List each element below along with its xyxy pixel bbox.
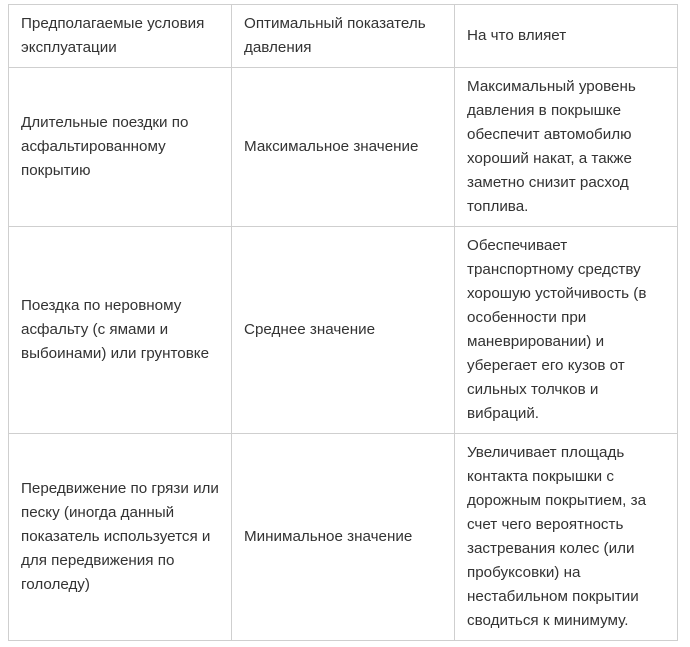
cell-conditions: Поездка по неровному асфальту (с ямами и выбоинами) или грунтовке (9, 227, 232, 434)
cell-effect: Обеспечивает транспортному средству хорошую устойчивость (в особенности при маневрировании) и уберегает его кузов от сильных толчков и вибраций. (455, 227, 678, 434)
header-operating-conditions: Предполагаемые условия эксплуатации (9, 5, 232, 68)
cell-pressure: Среднее значение (232, 227, 455, 434)
table-row (9, 68, 678, 227)
header-effect: На что влияет (455, 5, 678, 68)
table-row (9, 227, 678, 434)
header-optimal-pressure: Оптимальный показатель давления (232, 5, 455, 68)
cell-pressure: Максимальное значение (232, 68, 455, 227)
cell-effect: Максимальный уровень давления в покрышке обеспечит автомобилю хороший накат, а также заметно снизит расход топлива. (455, 68, 678, 227)
table-row (9, 434, 678, 641)
cell-conditions: Передвижение по грязи или песку (иногда данный показатель используется и для передвижения по гололеду) (9, 434, 232, 641)
tire-pressure-table (8, 4, 678, 641)
table-body (9, 68, 678, 641)
cell-effect: Увеличивает площадь контакта покрышки с дорожным покрытием, за счет чего вероятность застревания колес (или пробуксовки) на нестабильном покрытии сводиться к минимуму. (455, 434, 678, 641)
cell-conditions: Длительные поездки по асфальтированному покрытию (9, 68, 232, 227)
table-header (9, 5, 678, 68)
tire-pressure-table-container (8, 4, 677, 641)
header-row (9, 5, 678, 68)
cell-pressure: Минимальное значение (232, 434, 455, 641)
